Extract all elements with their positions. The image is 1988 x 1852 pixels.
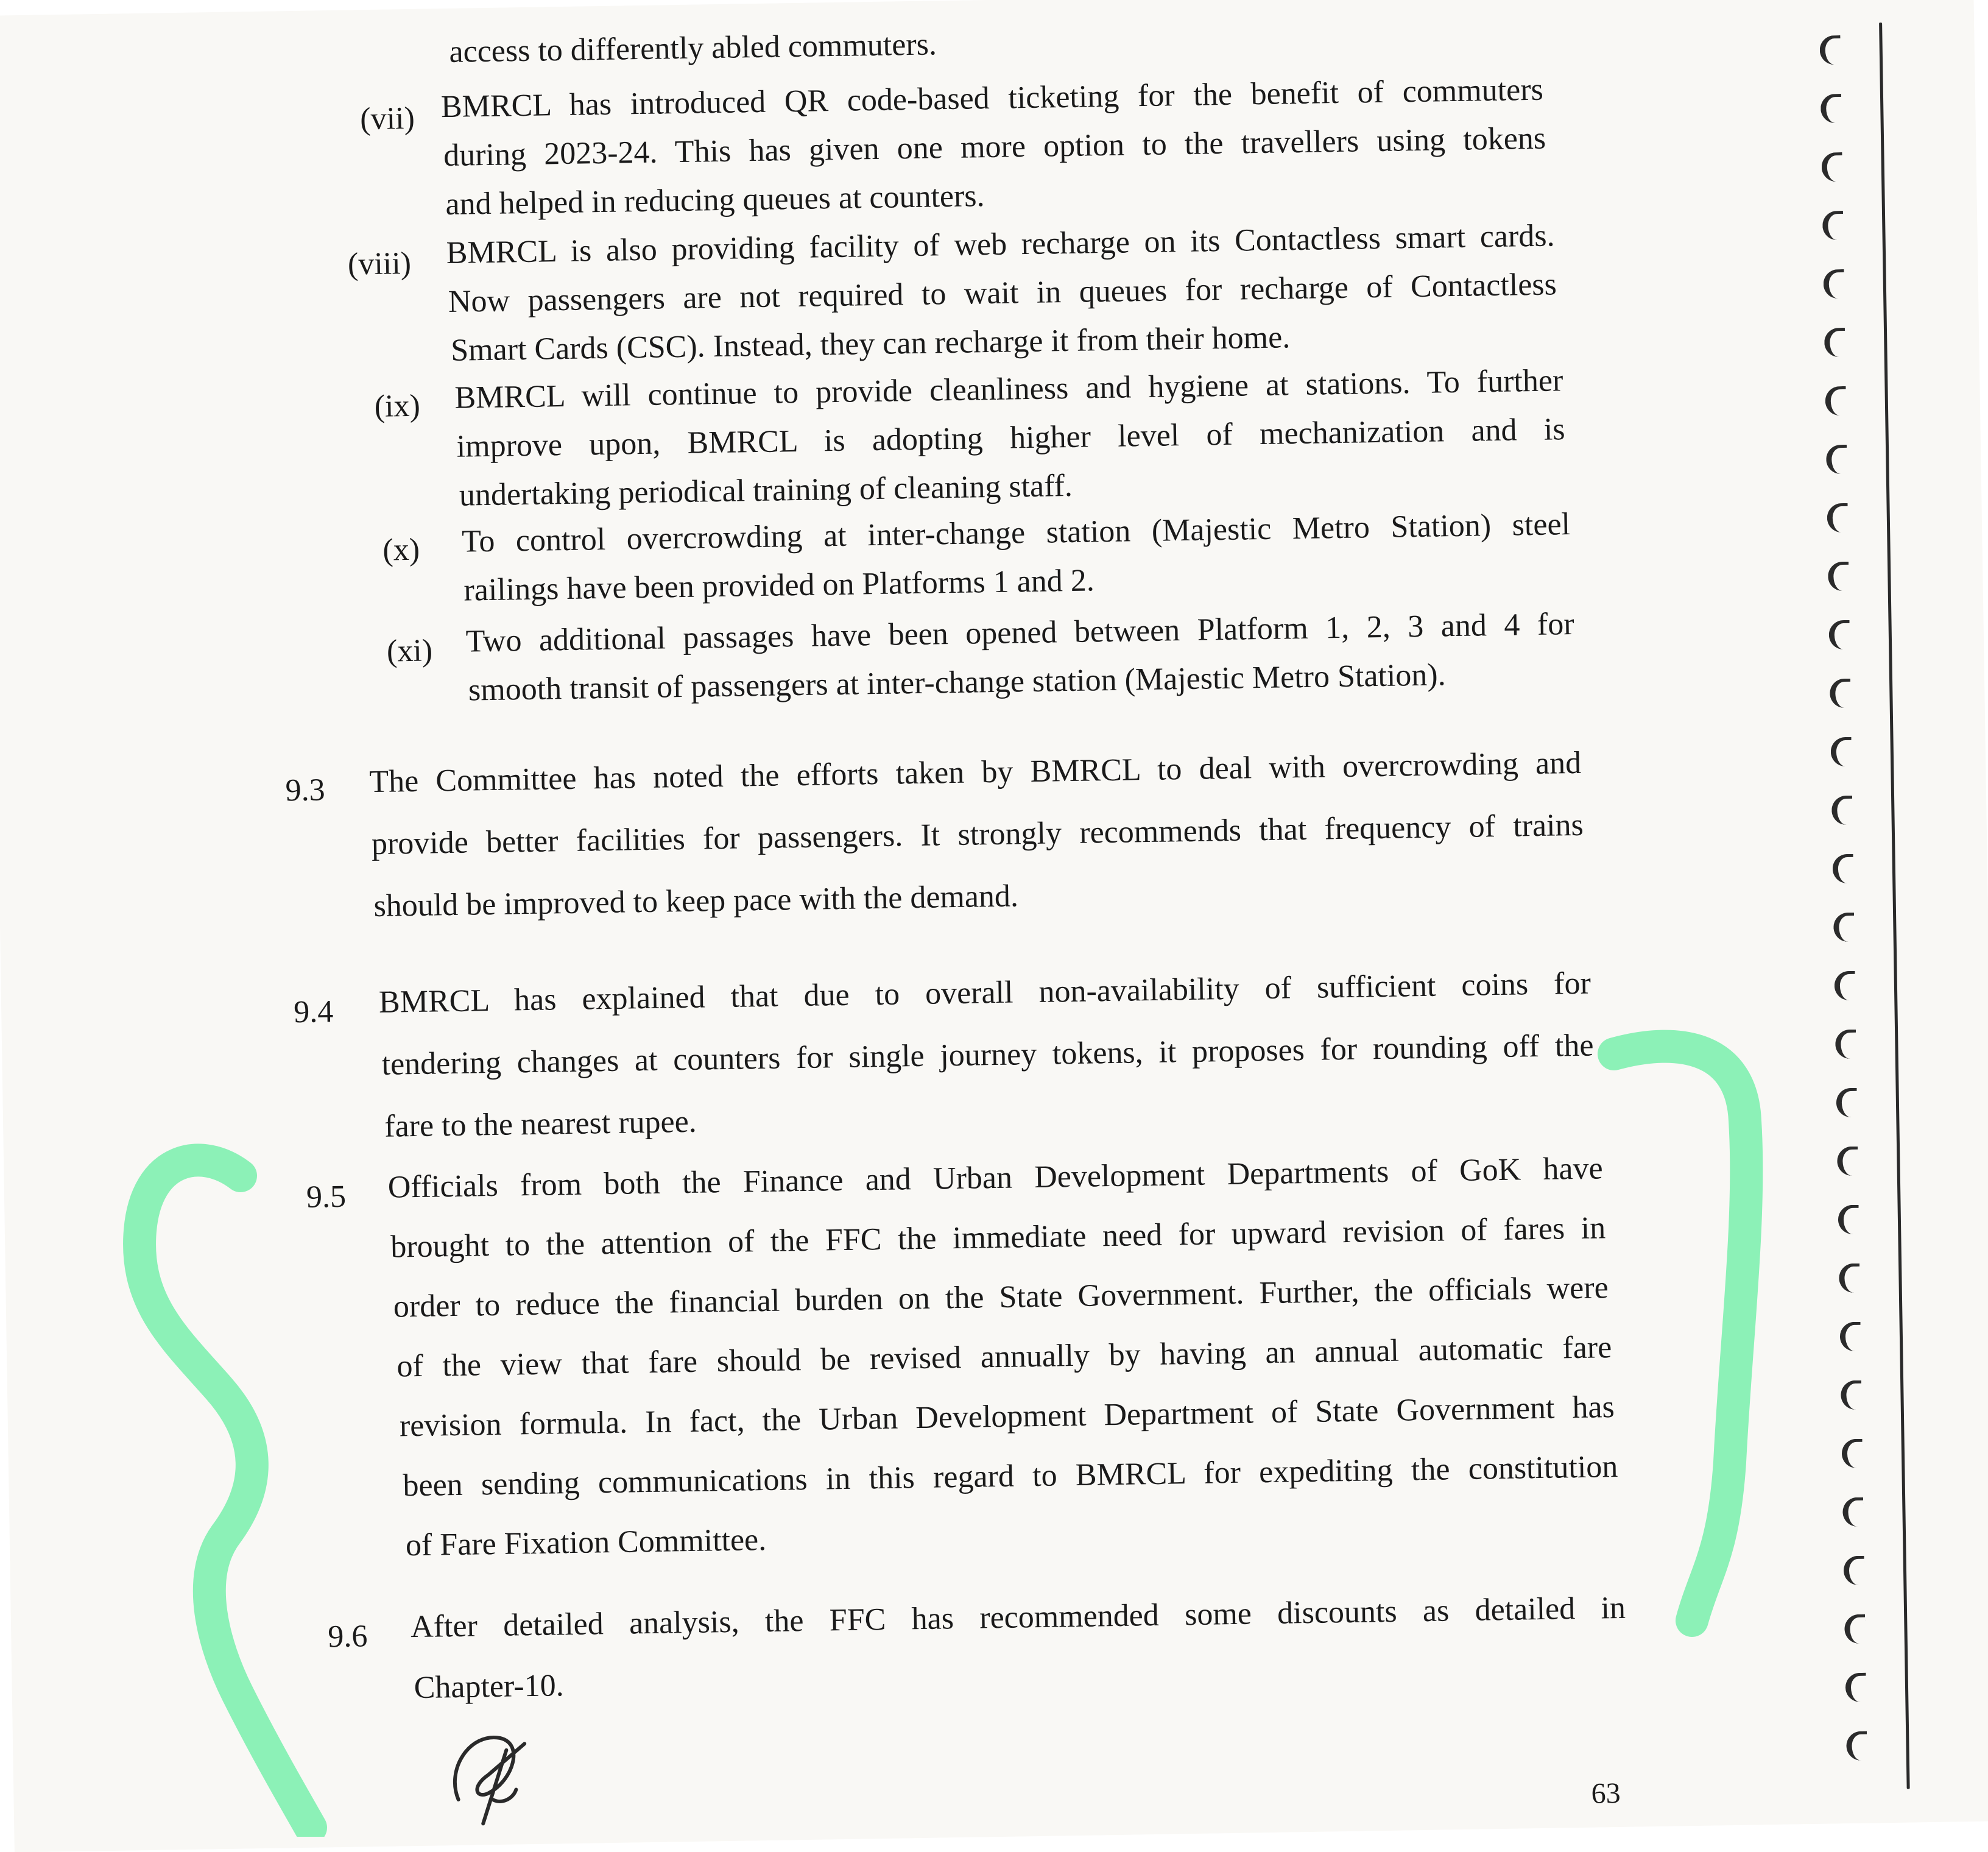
binder-hole <box>1824 328 1845 358</box>
binder-hole <box>1830 679 1851 709</box>
binder-hole <box>1837 1147 1858 1176</box>
item-vii-line: and helped in reducing queues at counters. <box>445 178 985 222</box>
item-ix-line: improve upon, BMRCL is adopting higher level of mechanization and is <box>456 412 1565 464</box>
binder-hole <box>1827 503 1848 533</box>
binder-hole <box>1839 1264 1860 1293</box>
binder-hole <box>1826 445 1847 475</box>
item-number-x: (x) <box>382 532 420 568</box>
binder-hole <box>1823 269 1844 299</box>
paragraph-number-9-3: 9.3 <box>285 772 326 808</box>
binder-hole <box>1842 1439 1863 1469</box>
page-number: 63 <box>1591 1777 1621 1810</box>
item-number-ix: (ix) <box>374 388 421 424</box>
paragraph-9-5-line: been sending communications in this regard to BMRCL for expediting the constitution <box>403 1449 1618 1504</box>
binder-hole <box>1841 1380 1862 1410</box>
binder-hole <box>1840 1322 1861 1352</box>
binder-hole <box>1846 1731 1867 1761</box>
binder-hole <box>1822 211 1844 241</box>
item-viii-line: Smart Cards (CSC). Instead, they can recharge it from their home. <box>450 320 1291 368</box>
paragraph-9-5-line: of Fare Fixation Committee. <box>405 1522 767 1563</box>
item-number-xi: (xi) <box>386 633 433 669</box>
paragraph-number-9-5: 9.5 <box>306 1179 347 1215</box>
binder-hole <box>1833 913 1855 942</box>
binder-hole <box>1844 1556 1865 1586</box>
paragraph-9-6-line: Chapter-10. <box>414 1668 565 1706</box>
binder-hole <box>1821 94 1842 124</box>
paragraph-9-5-line: of the view that fare should be revised annually by having an annual automatic fare <box>396 1330 1612 1384</box>
binder-hole <box>1838 1205 1859 1235</box>
item-xi-line: smooth transit of passengers at inter-change station (Majestic Metro Station). <box>468 657 1447 708</box>
paragraph-9-5-line: order to reduce the financial burden on the State Government. Further, the officials were <box>393 1270 1609 1324</box>
binder-hole <box>1835 971 1856 1001</box>
binder-hole <box>1844 1614 1866 1644</box>
paragraph-number-9-6: 9.6 <box>327 1619 368 1655</box>
paragraph-9-3-line: provide better facilities for passengers. It strongly recommends that frequency of trains <box>371 807 1584 862</box>
paragraph-9-5-line: brought to the attention of the FFC the immediate need for upward revision of fares in <box>390 1211 1606 1265</box>
signature-mark <box>432 1706 556 1830</box>
text-line-continuation: access to differently abled commuters. <box>449 27 937 69</box>
item-ix-line: BMRCL will continue to provide cleanliness and hygiene at stations. To further <box>454 363 1563 415</box>
binder-hole <box>1835 1030 1856 1059</box>
item-number-vii: (vii) <box>359 101 415 137</box>
binder-hole <box>1845 1673 1867 1703</box>
item-x-line: railings have been provided on Platforms 1 and 2. <box>463 563 1095 608</box>
binder-hole <box>1828 620 1850 650</box>
binder-hole <box>1836 1088 1858 1118</box>
paragraph-9-5-line: Officials from both the Finance and Urban Development Departments of GoK have <box>387 1151 1604 1205</box>
paragraph-9-4-line: BMRCL has explained that due to overall non-availability of sufficient coins for <box>378 966 1591 1020</box>
item-x-line: To control overcrowding at inter-change station (Majestic Metro Station) steel <box>461 507 1571 559</box>
binder-hole <box>1821 152 1842 182</box>
paragraph-9-3-line: The Committee has noted the efforts taken by BMRCL to deal with overcrowding and <box>368 745 1582 800</box>
paragraph-9-6-line: After detailed analysis, the FFC has recommended some discounts as detailed in <box>410 1590 1626 1645</box>
binder-hole <box>1819 35 1841 65</box>
paragraph-number-9-4: 9.4 <box>293 994 334 1030</box>
item-vii-line: during 2023-24. This has given one more option to the travellers using tokens <box>443 121 1546 174</box>
binder-hole <box>1833 854 1854 884</box>
paragraph-9-3-line: should be improved to keep pace with the demand. <box>373 878 1019 924</box>
item-xi-line: Two additional passages have been opened between Platform 1, 2, 3 and 4 for <box>465 606 1574 659</box>
item-viii-line: Now passengers are not required to wait in queues for recharge of Contactless <box>448 267 1557 319</box>
binder-hole <box>1842 1497 1864 1527</box>
binder-hole <box>1831 796 1853 825</box>
item-number-viii: (viii) <box>347 246 412 282</box>
item-ix-line: undertaking periodical training of cleaning staff. <box>459 468 1073 513</box>
binder-hole <box>1831 737 1852 767</box>
binder-hole <box>1825 386 1846 416</box>
binder-hole <box>1828 562 1849 592</box>
paragraph-9-5-line: revision formula. In fact, the Urban Development Department of State Government has <box>399 1390 1615 1444</box>
item-vii-line: BMRCL has introduced QR code-based ticketing for the benefit of commuters <box>440 72 1544 125</box>
item-viii-line: BMRCL is also providing facility of web recharge on its Contactless smart cards. <box>446 218 1555 270</box>
paragraph-9-4-line: fare to the nearest rupee. <box>384 1104 697 1144</box>
paragraph-9-4-line: tendering changes at counters for single journey tokens, it proposes for rounding off the <box>381 1028 1594 1082</box>
